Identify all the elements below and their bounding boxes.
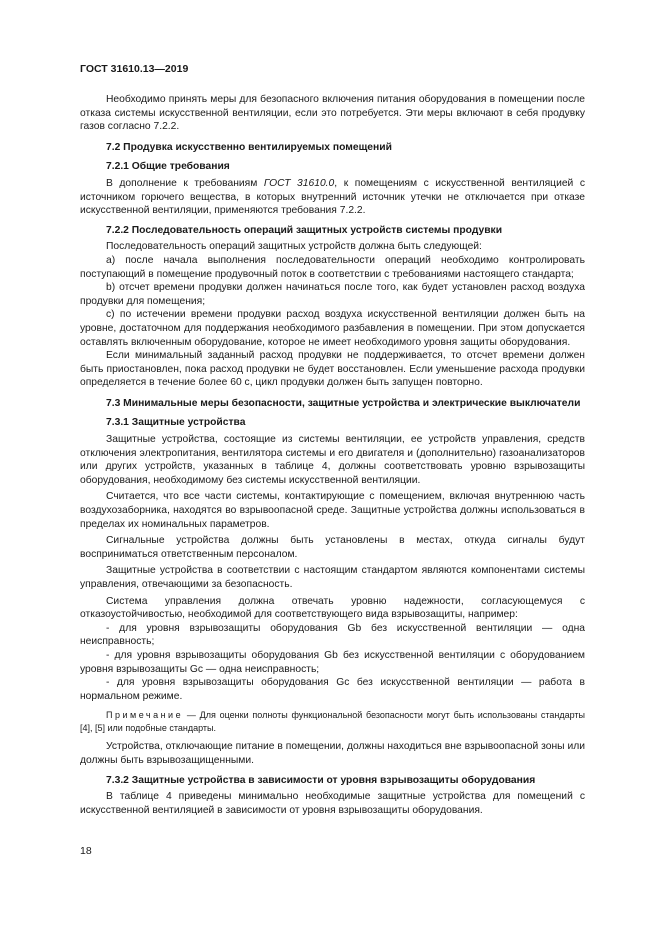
section-heading-7-2: 7.2 Продувка искусственно вентилируемых помещений (106, 141, 392, 153)
paragraph: Система управления должна отвечать уровню надежности, согласующемуся с отказоустойчивостью, необходимой для соответствующего вида взрывозащиты, например: (80, 595, 585, 621)
list-item: - для уровня взрывозащиты оборудования Gb без искусственной вентиляции — одна неисправность; (80, 622, 585, 648)
paragraph: Защитные устройства, состоящие из системы вентиляции, ее устройств управления, средств отключения электропитания, вентилятора системы и его двигателя и (дополнительно) газоанализаторов или других устройств, указанных в таблице 4, должны соответствовать уровню взрывозащиты оборудования, необходимому без системы искусственной вентиляции. (80, 434, 585, 486)
page-number: 18 (80, 845, 92, 857)
paragraph: Последовательность операций защитных устройств должна быть следующей: (106, 241, 482, 253)
list-item: - для уровня взрывозащиты оборудования Gc без искусственной вентиляции — работа в нормальном режиме. (80, 677, 585, 702)
section-heading-7-3-1: 7.3.1 Защитные устройства (106, 417, 246, 429)
standard-reference: ГОСТ 31610.0 (263, 177, 335, 189)
document-header: ГОСТ 31610.13—2019 (80, 63, 189, 75)
section-heading-7-2-1: 7.2.1 Общие требования (106, 161, 230, 173)
list-item-c: c) по истечении времени продувки расход воздуха искусственной вентиляции должен быть на уровне, достаточном для поддержания необходимого разбавления в помещении. При этом допускается оставлять включенным оборудование, которое не имеет необходимого уровня защиты оборудования. (80, 309, 585, 348)
list-item: - для уровня взрывозащиты оборудования Gb без искусственной вентиляции с оборудованием уровня взрывозащиты Gc — одна неисправность; (80, 649, 585, 675)
paragraph: Необходимо принять меры для безопасного включения питания оборудования в помещении после отказа системы искусственной вентиляции, если это потребуется. Эти меры включают в себя продувку газов согласно 7.2.2. (80, 94, 585, 133)
text-run: В дополнение к требованиям (106, 177, 264, 189)
section-heading-7-3-2: 7.3.2 Защитные устройства в зависимости от уровня взрывозащиты оборудования (106, 774, 536, 786)
paragraph: Сигнальные устройства должны быть установлены в местах, откуда сигналы будут восприниматься ответственным персоналом. (80, 535, 585, 560)
paragraph (80, 177, 585, 218)
paragraph: В таблице 4 приведены минимально необходимые защитные устройства для помещений с искусственной вентиляцией в зависимости от уровня взрывозащиты оборудования. (80, 791, 585, 816)
text-run: , к помещениям с искусственной вентиляцией с источником горючего вещества, в которых внутренний источник утечки не отключается при отказе искусственной вентиляции, применяются требования 7.2.2. (80, 177, 585, 217)
note (80, 709, 585, 734)
section-heading-7-3: 7.3 Минимальные меры безопасности, защитные устройства и электрические выключатели (106, 397, 581, 409)
paragraph: Считается, что все части системы, контактирующие с помещением, включая внутреннюю часть воздухозаборника, находятся во взрывоопасной среде. Защитные устройства должны использоваться в пределах их номинальных параметров. (80, 491, 585, 530)
paragraph: Защитные устройства в соответствии с настоящим стандартом являются компонентами системы управления, отвечающими за безопасность. (80, 565, 585, 590)
section-heading-7-2-2: 7.2.2 Последовательность операций защитных устройств системы продувки (106, 224, 503, 236)
paragraph: Устройства, отключающие питание в помещении, должны находиться вне взрывоопасной зоны или должны быть взрывозащищенными. (80, 741, 585, 766)
note-text: — Для оценки полноты функциональной безопасности могут быть использованы стандарты [4], [5] или подобные стандарты. (80, 710, 585, 733)
page-body (80, 93, 585, 817)
paragraph: Если минимальный заданный расход продувки не поддерживается, то отсчет времени должен быть приостановлен, пока расход продувки не будет восстановлен. Если уменьшение расхода продувки определяется в течение более 60 с, цикл продувки должен быть запущен повторно. (80, 350, 585, 389)
note-label: Примечание (106, 710, 184, 721)
list-item-b: b) отсчет времени продувки должен начинаться после того, как будет установлен расход воздуха продувки для помещения; (80, 282, 585, 307)
list-item-a: a) после начала выполнения последовательности операций необходимо контролировать поступающий в помещение продувочный поток в соответствии с требованиями настоящего стандарта; (80, 254, 585, 280)
